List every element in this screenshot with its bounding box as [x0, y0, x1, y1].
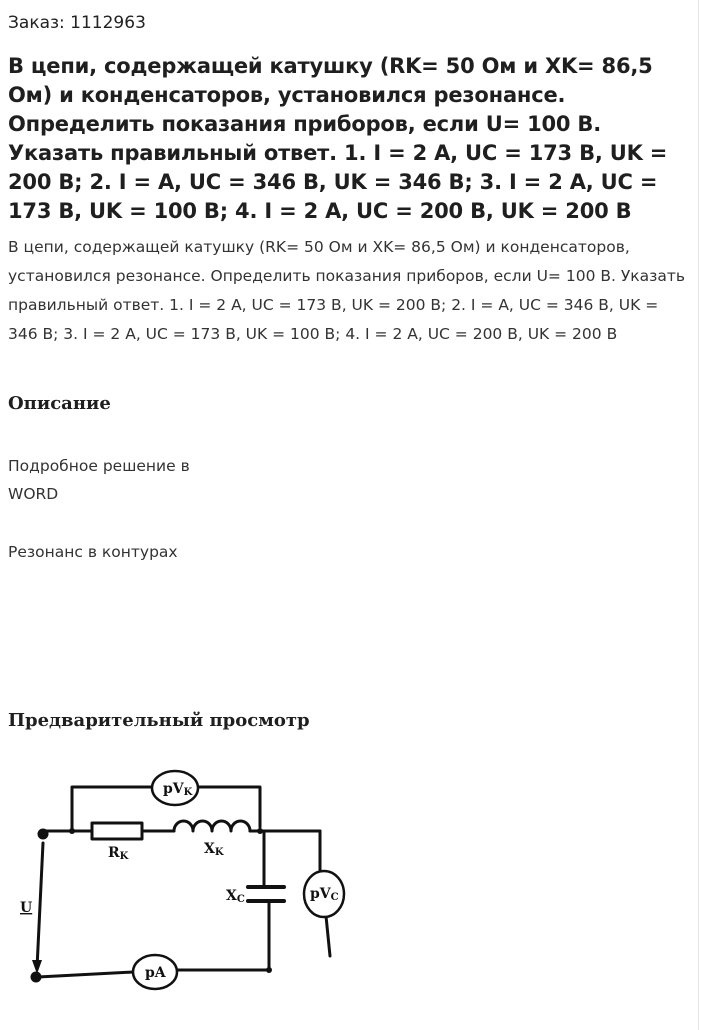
terminal-top: [38, 829, 49, 840]
preview-title: Предварительный просмотр: [8, 710, 310, 731]
junction-left: [69, 828, 75, 834]
description-line-3: Резонанс в контурах: [8, 543, 178, 561]
resistor-rk: [92, 823, 142, 839]
wire-left: [37, 843, 43, 968]
pa-label: pA: [145, 965, 166, 981]
junction-bottom: [266, 967, 272, 973]
page-title: В цепи, содержащей катушку (RK= 50 Ом и XK= 86,5 Ом) и конденсаторов, установился резонансе. Определить показания приборов, если U= 100 В. Указать правильный ответ. 1. I = 2 А, UC = 173 В, UK = 200 В; 2. I = А, UC = 346 В, UK = 346 В; 3. I = 2 А, UC = 173 В, UK = 100 В; 4. I = 2 А, UC = 200 В, UK = 200 В: [8, 54, 668, 223]
task-text: В цепи, содержащей катушку (RK= 50 Ом и XK= 86,5 Ом) и конденсаторов, установился резонансе. Определить показания приборов, если U= 100 В. Указать правильный ответ. 1. I = 2 А, UC = 173 В, UK = 200 В; 2. I = А, UC = 346 В, UK = 346 В; 3. I = 2 А, UC = 173 В, UK = 100 В; 4. I = 2 А, UC = 200 В, UK = 200 В: [8, 238, 686, 343]
order-number: Заказ: 1112963: [8, 13, 146, 33]
circuit-diagram: [8, 750, 368, 1020]
pvc-label: pVC: [310, 886, 339, 903]
description-line-2: WORD: [8, 485, 59, 503]
rk-label: RK: [108, 845, 129, 862]
xk-label: XK: [204, 841, 224, 858]
xc-label: XC: [226, 888, 245, 905]
inductor-xk: [174, 821, 250, 831]
wire-pvc-bottom: [326, 916, 330, 956]
description-line-1: Подробное решение в: [8, 457, 190, 475]
circuit-preview: [8, 750, 368, 1020]
pvk-label: pVK: [163, 781, 193, 798]
junction-right: [257, 828, 263, 834]
wire-bottom-left: [38, 972, 133, 977]
u-label: U: [20, 900, 33, 916]
terminal-bottom: [31, 972, 42, 983]
description-title: Описание: [8, 393, 111, 414]
